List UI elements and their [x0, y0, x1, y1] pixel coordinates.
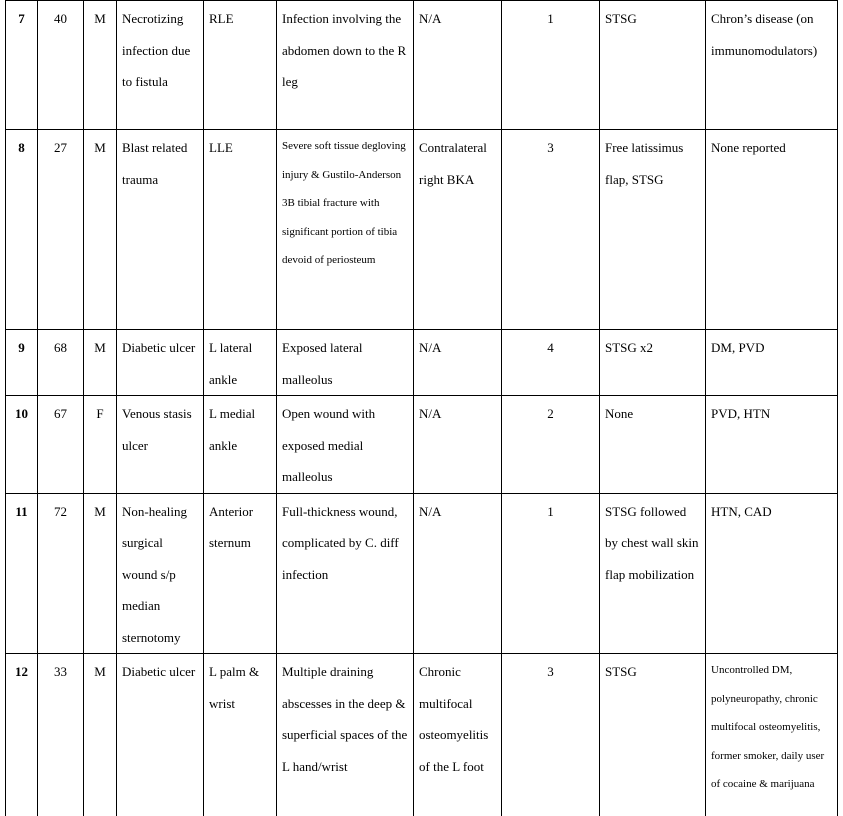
wound-etiology: Blast related trauma — [117, 130, 204, 330]
patient-age: 68 — [38, 330, 84, 396]
amputation-osteomyelitis: N/A — [414, 396, 502, 494]
table-row — [6, 654, 838, 816]
reconstruction: STSG x2 — [600, 330, 706, 396]
table-row — [6, 493, 838, 654]
comorbidities: HTN, CAD — [706, 493, 838, 654]
patient-age: 67 — [38, 396, 84, 494]
amputation-osteomyelitis: Chronic multifocal osteomyelitis of the L foot — [414, 654, 502, 816]
patient-id: 8 — [6, 130, 38, 330]
reconstruction: STSG followed by chest wall skin flap mobilization — [600, 493, 706, 654]
reconstruction: STSG — [600, 1, 706, 130]
procedure-count: 2 — [502, 396, 600, 494]
wound-etiology: Necrotizing infection due to fistula — [117, 1, 204, 130]
comorbidities: Chron’s disease (on immunomodulators) — [706, 1, 838, 130]
wound-description: Multiple draining abscesses in the deep & superficial spaces of the L hand/wrist — [277, 654, 414, 816]
procedure-count: 1 — [502, 493, 600, 654]
procedure-count: 3 — [502, 654, 600, 816]
wound-etiology: Non-healing surgical wound s/p median sternotomy — [117, 493, 204, 654]
wound-location: Anterior sternum — [204, 493, 277, 654]
wound-etiology: Diabetic ulcer — [117, 330, 204, 396]
procedure-count: 1 — [502, 1, 600, 130]
wound-location: RLE — [204, 1, 277, 130]
amputation-osteomyelitis: N/A — [414, 330, 502, 396]
table-row — [6, 330, 838, 396]
wound-description: Infection involving the abdomen down to the R leg — [277, 1, 414, 130]
patient-id: 7 — [6, 1, 38, 130]
patient-id: 10 — [6, 396, 38, 494]
patient-sex: M — [84, 1, 117, 130]
comorbidities: PVD, HTN — [706, 396, 838, 494]
patient-id: 11 — [6, 493, 38, 654]
patient-id: 12 — [6, 654, 38, 816]
patient-id: 9 — [6, 330, 38, 396]
wound-location: L medial ankle — [204, 396, 277, 494]
reconstruction: Free latissimus flap, STSG — [600, 130, 706, 330]
patient-sex: M — [84, 654, 117, 816]
patient-sex: M — [84, 130, 117, 330]
wound-description: Severe soft tissue degloving injury & Gustilo-Anderson 3B tibial fracture with significant portion of tibia devoid of periosteum — [277, 130, 414, 330]
wound-location: L lateral ankle — [204, 330, 277, 396]
procedure-count: 4 — [502, 330, 600, 396]
wound-location: LLE — [204, 130, 277, 330]
wound-description: Full-thickness wound, complicated by C. diff infection — [277, 493, 414, 654]
table-row — [6, 130, 838, 330]
reconstruction: None — [600, 396, 706, 494]
wound-description: Open wound with exposed medial malleolus — [277, 396, 414, 494]
patient-sex: M — [84, 493, 117, 654]
comorbidities: Uncontrolled DM, polyneuropathy, chronic multifocal osteomyelitis, former smoker, daily user of cocaine & marijuana — [706, 654, 838, 816]
wound-etiology: Diabetic ulcer — [117, 654, 204, 816]
patient-age: 40 — [38, 1, 84, 130]
patient-age: 72 — [38, 493, 84, 654]
wound-description: Exposed lateral malleolus — [277, 330, 414, 396]
patient-table — [5, 0, 838, 816]
procedure-count: 3 — [502, 130, 600, 330]
table-row — [6, 396, 838, 494]
amputation-osteomyelitis: N/A — [414, 1, 502, 130]
amputation-osteomyelitis: N/A — [414, 493, 502, 654]
comorbidities: None reported — [706, 130, 838, 330]
patient-age: 33 — [38, 654, 84, 816]
table-row — [6, 1, 838, 130]
comorbidities: DM, PVD — [706, 330, 838, 396]
patient-sex: M — [84, 330, 117, 396]
wound-etiology: Venous stasis ulcer — [117, 396, 204, 494]
reconstruction: STSG — [600, 654, 706, 816]
amputation-osteomyelitis: Contralateral right BKA — [414, 130, 502, 330]
patient-sex: F — [84, 396, 117, 494]
patient-age: 27 — [38, 130, 84, 330]
wound-location: L palm & wrist — [204, 654, 277, 816]
